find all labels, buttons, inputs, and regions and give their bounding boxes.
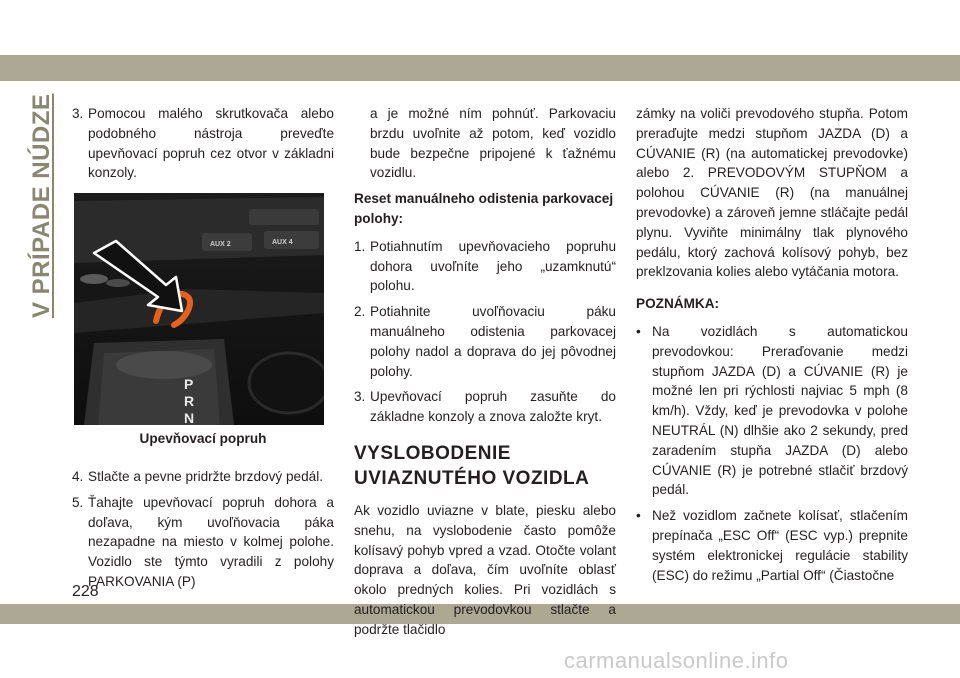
list-item: 1. Potiahnutím upevňovacieho popruhu dohora uvoľníte jeho „uzamknutú“ polohu.	[354, 238, 616, 294]
gear-r-label: R	[184, 393, 195, 410]
gear-p-label: P	[184, 376, 194, 393]
column-2	[354, 104, 616, 646]
list-item: • Na vozidlách s automatickou prevodovkou: Preraďovanie medzi stupňom JAZDA (D) a CÚVANIE (R) je možné len pri rýchlosti najviac 5 mph (8 km/h). Vždy, keď je prevodovka v polohe NEUTRÁL (N) dlhšie ako 2 sekundy, pred zaradením stupňa JAZDA (D) alebo CÚVANIE (R) je potrebné stlačiť brzdový pedál.	[636, 323, 908, 498]
continued-text: zámky na voliči prevodového stupňa. Potom preraďujte medzi stupňom JAZDA (D) a CÚVANIE (R) (na automatickej prevodovke) alebo 2. PREVODOVÝM STUPŇOM a polohou CÚVANIE (R) (na manuálnej prevodovke) a zároveň jemne stláčajte pedál plynu. Vyviňte minimálny tlak plynového pedálu, ktorý zachová kolísový pohyb, bez preklzovania kolies alebo vytáčania motora.	[636, 106, 908, 280]
header-band	[0, 55, 960, 81]
page-number: 228	[72, 583, 99, 600]
console-strap-photo	[74, 193, 324, 425]
watermark: carmanualsonline.info	[564, 648, 789, 673]
list-item: • Než vozidlom začnete kolísať, stlačením prepínača „ESC Off“ (ESC vyp.) prepnite systém elektronickej regulácie stability (ESC) do režimu „Partial Off“ (Čiastočne	[636, 508, 908, 583]
section-tab: V PRÍPADE NÚDZE	[28, 93, 55, 318]
column-3	[636, 104, 908, 591]
list-item: 3. Pomocou malého skrutkovača alebo podobného nástroja preveďte upevňovací popruh cez otvor v základni konzoly.	[72, 106, 334, 181]
list-item: 5. Ťahajte upevňovací popruh dohora a doľava, kým uvoľňovacia páka nezapadne na miesto v kolmej polohe. Vozidlo ste týmto vyradili z polohy PARKOVANIA (P)	[72, 494, 334, 589]
reset-heading: Reset manuálneho odistenia parkovacej polohy:	[354, 191, 614, 226]
gear-n-label: N	[184, 410, 195, 426]
body-text: Ak vozidlo uviazne v blate, piesku alebo snehu, na vyslobodenie často pomôže kolísavý pohyb vpred a vzad. Otočte volant doprava a doľava, čím uvoľníte oblasť okolo predných kolies. Pri vozidlách s automatickou prevodovkou stlačte a podržte tlačidlo	[354, 502, 616, 637]
list-item: 3. Upevňovací popruh zasuňte do základne konzoly a znova založte kryt.	[354, 389, 616, 425]
note-heading: POZNÁMKA:	[636, 296, 720, 312]
list-item: 4. Stlačte a pevne pridržte brzdový pedál.	[72, 468, 324, 484]
aux2-label: AUX 2	[210, 241, 231, 249]
aux4-label: AUX 4	[272, 239, 293, 247]
section-heading: VYSLOBODENIE UVIAZNUTÉHO VOZIDLA	[354, 442, 590, 489]
image-caption: Upevňovací popruh	[139, 431, 267, 447]
column-1	[72, 104, 334, 598]
list-item: 2. Potiahnite uvoľňovaciu páku manuálneho odistenia parkovacej polohy nadol a doprava do jej pôvodnej polohy.	[354, 304, 616, 379]
continued-text: a je možné ním pohnúť. Parkovaciu brzdu uvoľnite až potom, keď vozidlo bude bezpečne pripojené k ťažnému vozidlu.	[370, 106, 616, 181]
